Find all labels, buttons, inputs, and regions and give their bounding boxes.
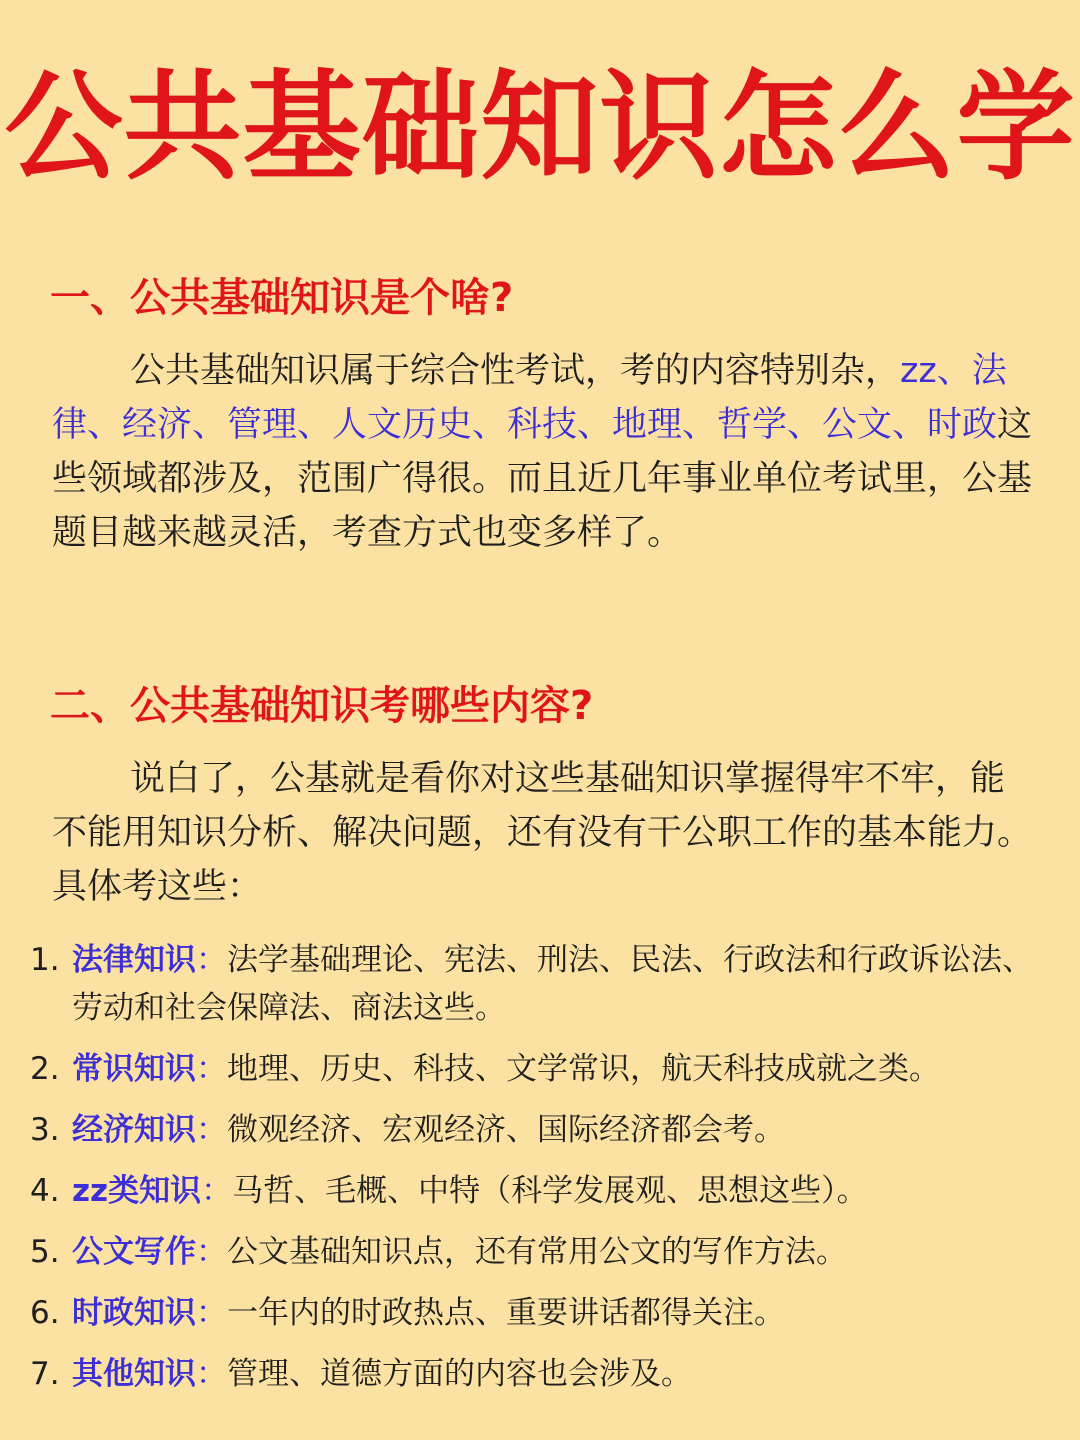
list-item-number: 5. [30,1234,60,1270]
list-item-text: 地理、历史、科技、文学常识，航天科技成就之类。 [227,1051,940,1087]
list-item [30,1167,1060,1215]
list-item [30,1228,1060,1276]
list-item [30,1106,1060,1154]
list-item-number: 7. [30,1356,60,1392]
list-item-colon: ： [196,1295,227,1331]
section-1-paragraph [52,344,1037,560]
section-1-highlighted-topics: zz、法律、经济、管理、人文历史、科技、地理、哲学、公文、时政 [52,351,1007,445]
list-item-text: 管理、道德方面的内容也会涉及。 [227,1356,692,1392]
list-item-label: 常识知识 [72,1051,196,1087]
list-item-colon: ： [201,1173,233,1209]
list-item-number: 4. [30,1173,60,1209]
list-item-colon: ： [196,1051,227,1087]
list-item-number: 1. [30,942,60,978]
list-item [30,1045,1060,1093]
section-1-text-before: 公共基础知识属于综合性考试，考的内容特别杂， [130,351,901,391]
list-item [30,1350,1060,1398]
list-item-label: 时政知识 [72,1295,196,1331]
list-item [30,1289,1060,1337]
list-item-number: 3. [30,1112,60,1148]
list-item-text: 马哲、毛概、中特（科学发展观、思想这些）。 [232,1173,868,1209]
list-item-number: 6. [30,1295,60,1331]
list-item-colon: ： [196,1112,227,1148]
section-1-text-after: 这些领域都涉及，范围广得很。而且近几年事业单位考试里，公基题目越来越灵活，考查方式也变多样了。 [52,405,1033,553]
list-item-text: 公文基础知识点，还有常用公文的写作方法。 [227,1234,847,1270]
list-item-number: 2. [30,1051,60,1087]
section-2-text: 说白了，公基就是看你对这些基础知识掌握得牢不牢，能不能用知识分析、解决问题，还有没有干公职工作的基本能力。具体考这些： [52,759,1033,907]
section-2-paragraph [52,752,1037,914]
list-item [30,936,1060,1032]
list-item-colon: ： [196,1356,227,1392]
list-item-text: 法学基础理论、宪法、刑法、民法、行政法和行政诉讼法、劳动和社会保障法、商法这些。 [72,942,1033,1026]
page-title: 公共基础知识怎么学 [4,58,1076,196]
list-item-label: 经济知识 [72,1112,196,1148]
list-item-text: 一年内的时政热点、重要讲话都得关注。 [227,1295,785,1331]
list-item-colon: ： [196,1234,227,1270]
topic-list [30,936,1060,1411]
list-item-text: 微观经济、宏观经济、国际经济都会考。 [227,1112,785,1148]
section-2-heading: 二、公共基础知识考哪些内容? [50,683,594,729]
list-item-label: 其他知识 [72,1356,196,1392]
section-1-heading: 一、公共基础知识是个啥? [50,275,514,321]
list-item-label: zz类知识 [72,1173,202,1209]
list-item-label: 法律知识 [72,942,196,978]
list-item-colon: ： [196,942,227,978]
list-item-label: 公文写作 [72,1234,196,1270]
